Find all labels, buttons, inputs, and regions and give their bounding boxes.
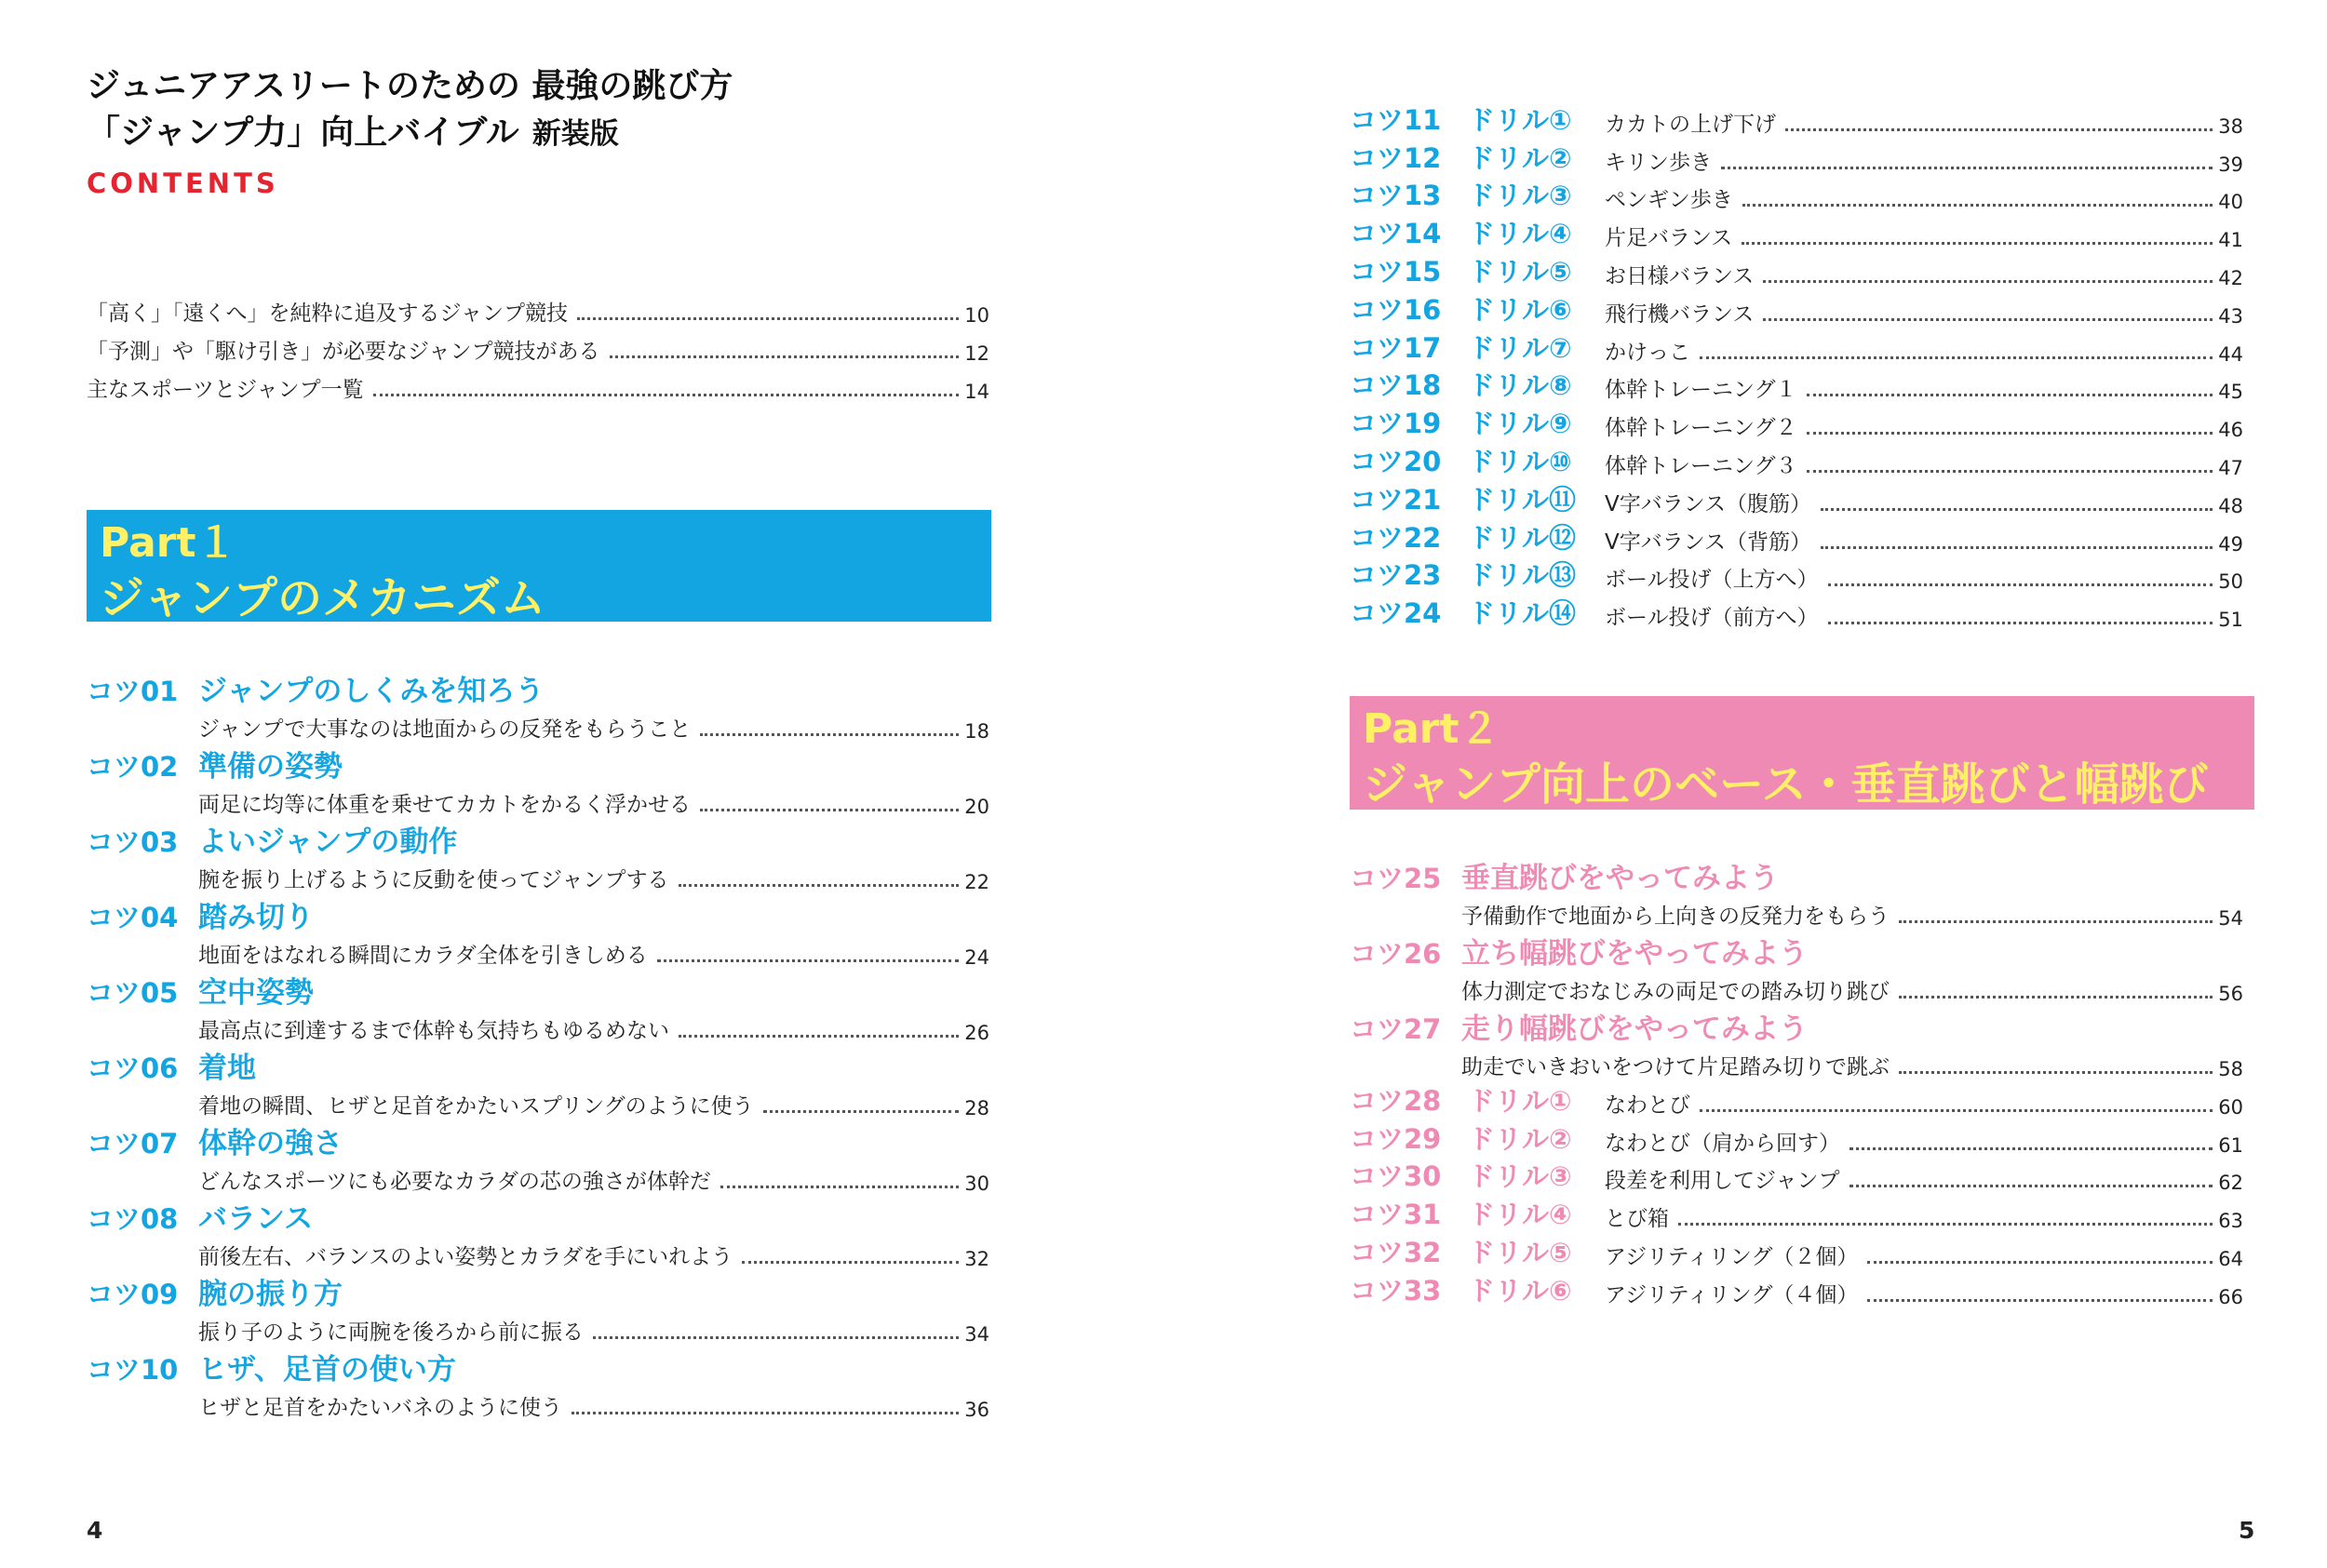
drill-entry[interactable]: コツ30 ドリル③ 段差を利用してジャンプ 62 [1350,1160,2243,1195]
drill-entry[interactable]: コツ22 ドリル⑫ V字バランス（背筋） 49 [1350,521,2243,556]
kotsu-entry[interactable]: コツ25 垂直跳びをやってみよう 予備動作で地面から上向きの反発力をもらう 54 [1350,862,2243,930]
page-number-right: 5 [2239,1517,2255,1544]
kotsu-entry[interactable]: コツ09 腕の振り方 振り子のように両腕を後ろから前に振る 34 [87,1278,989,1346]
kotsu-entry[interactable]: コツ26 立ち幅跳びをやってみよう 体力測定でおなじみの両足での踏み切り跳び 56 [1350,937,2243,1005]
part1-drill-list [1350,100,2243,631]
part1-kotsu-list [87,667,989,1421]
drill-entry[interactable]: コツ21 ドリル⑪ V字バランス（腹筋） 48 [1350,483,2243,517]
drill-entry[interactable]: コツ15 ドリル⑤ お日様バランス 42 [1350,255,2243,289]
page-number-left: 4 [87,1517,103,1544]
drill-entry[interactable]: コツ31 ドリル④ とび箱 63 [1350,1199,2243,1233]
kotsu-entry[interactable]: コツ07 体幹の強さ どんなスポーツにも必要なカラダの芯の強さが体幹だ 30 [87,1127,989,1195]
right-page [1164,0,2327,1568]
intro-row[interactable]: 「高く」「遠くへ」を純粋に追及するジャンプ競技 10 [87,302,989,327]
part1-label: Part１ [100,519,237,567]
drill-entry[interactable]: コツ17 ドリル⑦ かけっこ 44 [1350,331,2243,366]
book-title [87,63,733,157]
kotsu-entry[interactable]: コツ27 走り幅跳びをやってみよう 助走でいきおいをつけて片足踏み切りで跳ぶ 58 [1350,1012,2243,1080]
book-title-line1: ジュニアアスリートのための 最強の跳び方 [87,67,733,105]
kotsu-entry[interactable]: コツ05 空中姿勢 最高点に到達するまで体幹も気持ちもゆるめない 26 [87,976,989,1044]
drill-entry[interactable]: コツ23 ドリル⑬ ボール投げ（上方へ） 50 [1350,559,2243,594]
kotsu-entry[interactable]: コツ06 着地 着地の瞬間、ヒザと足首をかたいスプリングのように使う 28 [87,1052,989,1119]
part2-title: ジャンプ向上のベース・垂直跳びと幅跳び [1363,758,2209,811]
drill-entry[interactable]: コツ12 ドリル② キリン歩き 39 [1350,141,2243,176]
part2-kotsu-list [1350,854,2243,1308]
kotsu-entry[interactable]: コツ04 踏み切り 地面をはなれる瞬間にカラダ全体を引きしめる 24 [87,901,989,969]
drill-entry[interactable]: コツ16 ドリル⑥ 飛行機バランス 43 [1350,293,2243,328]
part2-banner [1350,696,2254,810]
book-title-line2: 「ジャンプ力」向上バイブル [87,114,519,152]
contents-label: CONTENTS [87,168,279,199]
drill-entry[interactable]: コツ14 ドリル④ 片足バランス 41 [1350,218,2243,252]
drill-entry[interactable]: コツ29 ドリル② なわとび（肩から回す） 61 [1350,1122,2243,1157]
part1-banner [87,510,991,622]
drill-entry[interactable]: コツ13 ドリル③ ペンギン歩き 40 [1350,180,2243,214]
drill-entry[interactable]: コツ18 ドリル⑧ 体幹トレーニング１ 45 [1350,369,2243,404]
part1-title: ジャンプのメカニズム [100,572,546,624]
intro-row[interactable]: 主なスポーツとジャンプ一覧 14 [87,378,989,403]
drill-entry[interactable]: コツ24 ドリル⑭ ボール投げ（前方へ） 51 [1350,597,2243,632]
drill-entry[interactable]: コツ28 ドリル① なわとび 60 [1350,1084,2243,1119]
kotsu-entry[interactable]: コツ02 準備の姿勢 両足に均等に体重を乗せてカカトをかるく浮かせる 20 [87,750,989,818]
kotsu-entry[interactable]: コツ03 よいジャンプの動作 腕を振り上げるように反動を使ってジャンプする 22 [87,825,989,893]
drill-entry[interactable]: コツ33 ドリル⑥ アジリティリング（４個） 66 [1350,1274,2243,1308]
drill-entry[interactable]: コツ32 ドリル⑤ アジリティリング（２個） 64 [1350,1236,2243,1270]
intro-row[interactable]: 「予測」や「駆け引き」が必要なジャンプ競技がある 12 [87,340,989,365]
intro-list [87,288,989,403]
drill-entry[interactable]: コツ19 ドリル⑨ 体幹トレーニング２ 46 [1350,408,2243,442]
part2-label: Part２ [1363,705,1500,753]
kotsu-entry[interactable]: コツ01 ジャンプのしくみを知ろう ジャンプで大事なのは地面からの反発をもらうこと 18 [87,675,989,743]
drill-entry[interactable]: コツ20 ドリル⑩ 体幹トレーニング３ 47 [1350,445,2243,479]
kotsu-entry[interactable]: コツ08 バランス 前後左右、バランスのよい姿勢とカラダを手にいれよう 32 [87,1202,989,1270]
kotsu-entry[interactable]: コツ10 ヒザ、足首の使い方 ヒザと足首をかたいバネのように使う 36 [87,1353,989,1421]
drill-entry[interactable]: コツ11 ドリル① カカトの上げ下げ 38 [1350,103,2243,138]
book-edition: 新装版 [531,117,619,151]
